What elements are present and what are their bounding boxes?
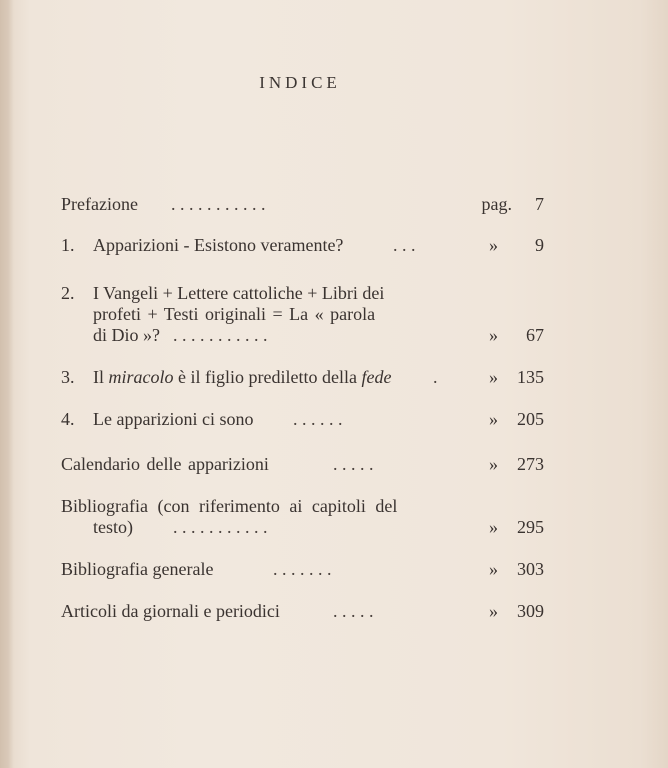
page-marker: pag. [481,194,512,214]
page-marker: » [489,517,498,537]
leader-dots: . [433,367,438,387]
page-number: 303 [517,559,544,579]
chapter-number: 4. [61,409,75,429]
title-italic-fede: fede [361,367,392,387]
entry-title: Le apparizioni ci sono [93,409,254,429]
leader-dots: . . . . . [333,454,374,474]
entry-title: Articoli da giornali e periodici [61,601,280,621]
title-part: Il [93,367,109,387]
leader-dots: . . . . . . [293,409,343,429]
entry-title-line-1: I Vangeli + Lettere cattoliche + Libri dei [93,283,385,303]
entry-title: Calendario delle apparizioni [61,454,269,474]
chapter-number: 1. [61,235,75,255]
toc-entry-chapter-2 [61,283,544,346]
leader-dots: . . . [393,235,416,255]
page-number: 135 [517,367,544,387]
entry-title [93,367,391,388]
entry-title: Prefazione [61,194,138,214]
page-marker: » [489,367,498,387]
page-number: 273 [517,454,544,474]
toc-entry-chapter-3 [61,367,544,388]
index-heading: INDICE [259,73,341,92]
page-number: 205 [517,409,544,429]
entry-title-line-2: profeti + Testi originali = La « parola [93,304,376,324]
entry-title-line-3: di Dio »? [93,325,160,345]
leader-dots: . . . . . . . . . . . [173,325,268,345]
page-number: 7 [535,194,544,214]
entry-title-line-1: Bibliografia (con riferimento ai capitoli del [61,496,398,516]
page-number: 309 [517,601,544,621]
page-number: 67 [526,325,544,345]
leader-dots: . . . . . [333,601,374,621]
page-marker: » [489,325,498,345]
page-marker: » [489,409,498,429]
page-marker: » [489,559,498,579]
toc-entry-calendario [61,454,544,475]
leader-dots: . . . . . . . [273,559,332,579]
leader-dots: . . . . . . . . . . . [173,517,268,537]
title-italic-miracolo: miracolo [108,367,174,387]
page-marker: » [489,601,498,621]
title-part: è il figlio prediletto della [173,367,362,387]
page-marker: » [489,235,498,255]
chapter-number: 3. [61,367,75,387]
toc-entry-chapter-4 [61,409,544,430]
toc-entry-bibliografia-capitoli [61,496,544,538]
page-number: 9 [535,235,544,255]
page-number: 295 [517,517,544,537]
entry-title: Apparizioni - Esistono veramente? [93,235,344,255]
entry-title: Bibliografia generale [61,559,214,579]
toc-entry-prefazione [61,194,544,215]
toc-entry-bibliografia-generale [61,559,544,580]
toc-entry-articoli [61,601,544,622]
page-marker: » [489,454,498,474]
leader-dots: . . . . . . . . . . . [171,194,266,214]
entry-title-line-2: testo) [93,517,133,537]
chapter-number: 2. [61,283,75,303]
toc-entry-chapter-1 [61,235,544,256]
